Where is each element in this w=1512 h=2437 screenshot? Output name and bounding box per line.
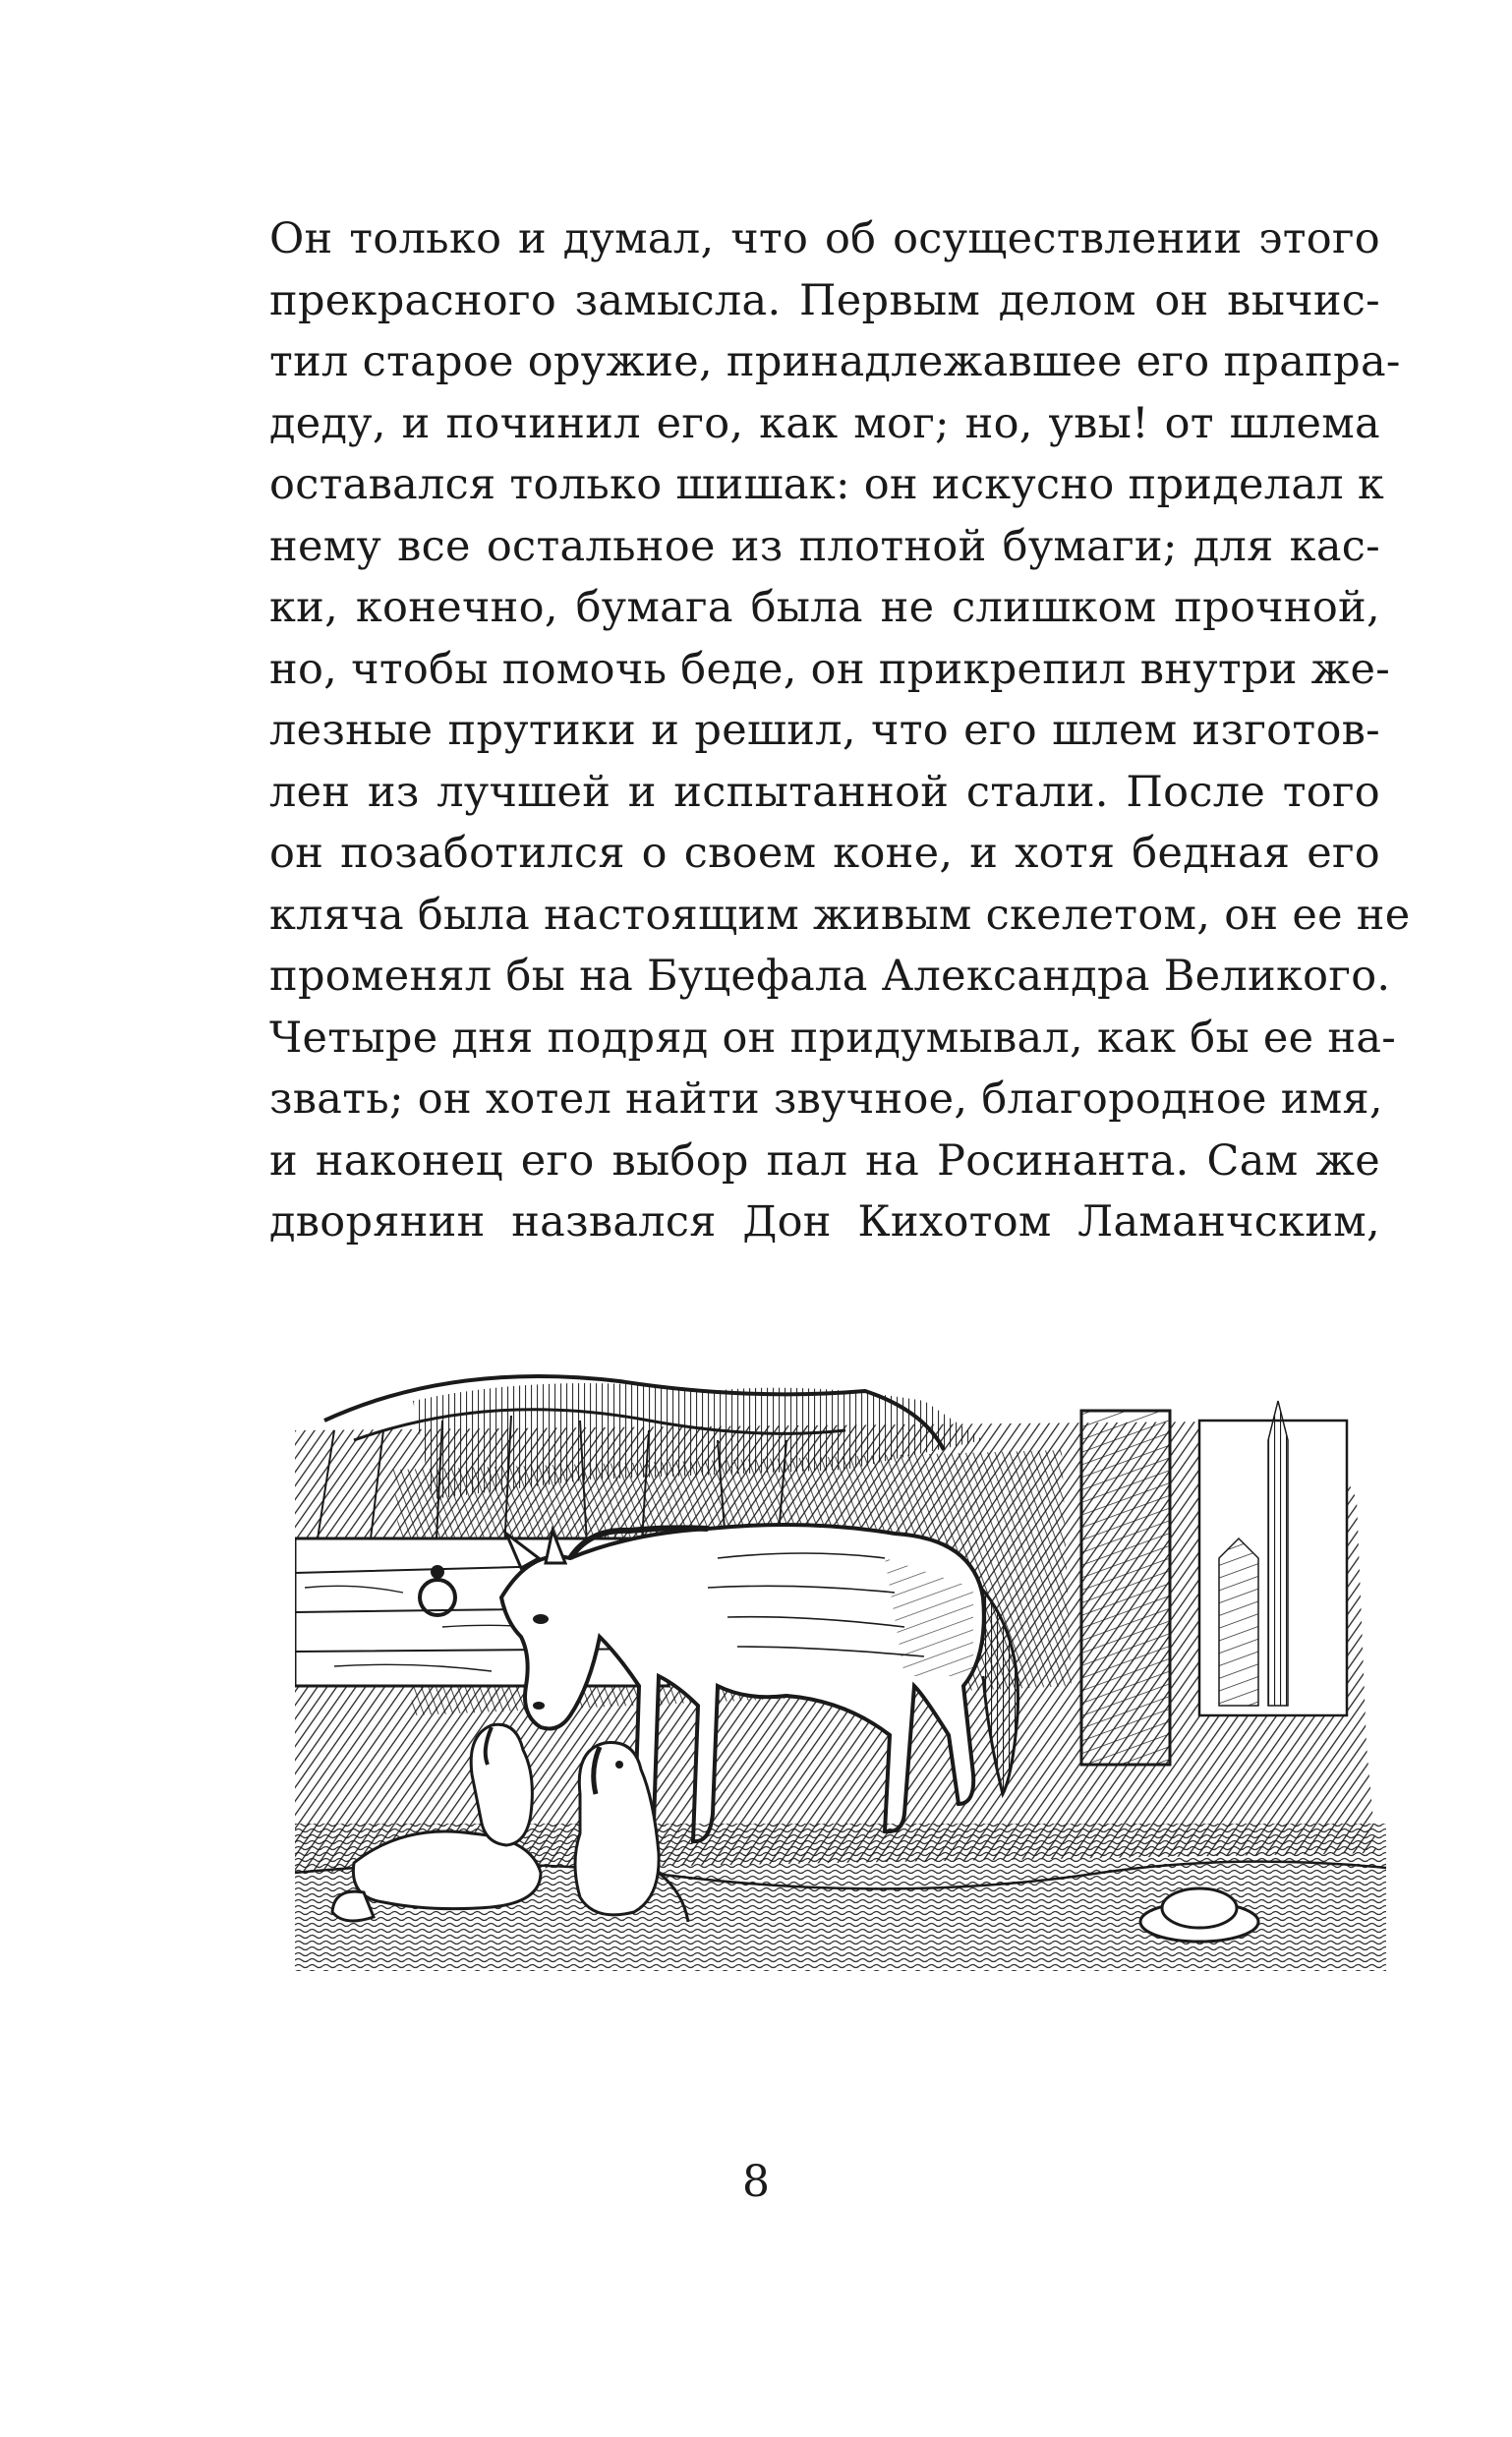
text-line: лен из лучшей и испытанной стали. После того	[269, 767, 1380, 817]
page-number: 8	[742, 2157, 770, 2207]
text-line: он позаботился о своем коне, и хотя бедная его	[269, 829, 1380, 878]
text-line: кляча была настоящим живым скелетом, он ее не	[269, 890, 1411, 940]
text-line: Он только и думал, что об осуществлении этого	[269, 214, 1380, 263]
text-line: Четыре дня подряд он придумывал, как бы ее на-	[269, 1013, 1397, 1063]
text-line: оставался только шишак: он искусно приделал к	[269, 460, 1385, 509]
text-line: прекрасного замысла. Первым делом он вычис-	[269, 275, 1380, 325]
text-line: ки, конечно, бумага была не слишком прочной,	[269, 583, 1380, 632]
text-line: и наконец его выбор пал на Росинанта. Сам же	[269, 1135, 1380, 1186]
stable-scene-image	[295, 1362, 1386, 2045]
text-line: дворянин назвался Дон Кихотом Ламанчским,	[269, 1197, 1380, 1247]
body-text	[269, 208, 1411, 1253]
text-line: но, чтобы помочь беде, он прикрепил внутри же-	[269, 644, 1391, 694]
text-line: нему все остальное из плотной бумаги; для кас-	[269, 521, 1380, 571]
text-line: тил старое оружие, принадлежавшее его прапра-	[269, 337, 1401, 386]
engraving-illustration	[295, 1362, 1386, 2045]
text-line: лезные прутики и решил, что его шлем изготов-	[269, 706, 1380, 755]
text-line: променял бы на Буцефала Александра Великого.	[269, 952, 1391, 1001]
text-line: звать; он хотел найти звучное, благородное имя,	[269, 1074, 1383, 1124]
text-line: деду, и починил его, как мог; но, увы! от шлема	[269, 398, 1380, 448]
